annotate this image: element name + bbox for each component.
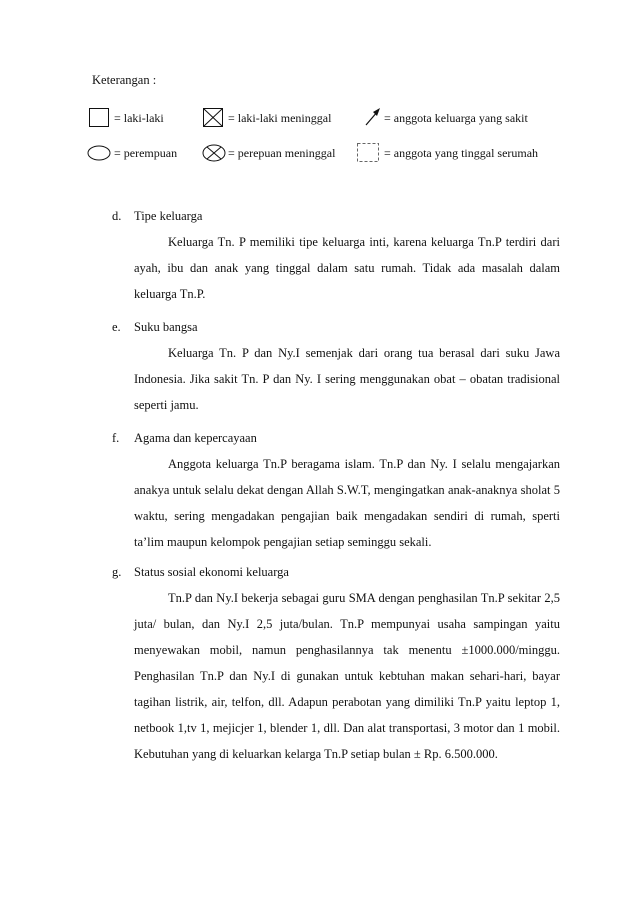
female-deceased-icon bbox=[202, 144, 226, 162]
section-letter: d. bbox=[112, 209, 122, 223]
section-letter: e. bbox=[112, 320, 121, 334]
section-socioeconomic bbox=[112, 562, 560, 767]
household-box-icon bbox=[357, 143, 379, 162]
section-title: Suku bangsa bbox=[134, 320, 198, 334]
section-ethnicity bbox=[112, 317, 560, 418]
legend-label-male-deceased: = laki-laki meninggal bbox=[228, 111, 332, 125]
section-religion bbox=[112, 428, 560, 555]
legend-label-household: = anggota yang tinggal serumah bbox=[384, 146, 539, 160]
section-paragraph: Anggota keluarga Tn.P beragama islam. Tn.P dan Ny. I selalu mengajarkan anakya untuk selalu dekat dengan Allah S.W.T, mengingatkan anak-anaknya sholat 5 waktu, sering mengadakan pengajian baik mengadakan sendiri di rumah, sperti ta’lim maupun kelompok pengajian setiap seminggu sekali. bbox=[134, 457, 560, 549]
arrow-icon bbox=[364, 107, 382, 127]
section-paragraph: Tn.P dan Ny.I bekerja sebagai guru SMA dengan penghasilan Tn.P sekitar 2,5 juta/ bulan, dan Ny.I 2,5 juta/bulan. Tn.P mempunyai usaha sampingan yaitu menyewakan mobil, namun penghasilannya tak menentu ±1000.000/minggu. Penghasilan Tn.P dan Ny.I di gunakan untuk kebtuhan makan sehari-hari, bayar tagihan listrik, air, telfon, dll. Adapun perabotan yang dimiliki Tn.P yaitu leptop 1, netbook 1,tv 1, mejicjer 1, blender 1, dll. Dan alat transportasi, 3 motor dan 1 mobil. Kebutuhan yang di keluarkan kelarga Tn.P setiap bulan ± Rp. 6.500.000. bbox=[134, 591, 560, 761]
male-square-icon bbox=[89, 108, 109, 127]
section-family-type bbox=[112, 206, 560, 307]
section-title: Status sosial ekonomi keluarga bbox=[134, 565, 289, 579]
legend-title: Keterangan : bbox=[92, 73, 157, 87]
section-title: Agama dan kepercayaan bbox=[134, 431, 257, 445]
legend-label-male: = laki-laki bbox=[114, 111, 164, 125]
section-paragraph: Keluarga Tn. P dan Ny.I semenjak dari orang tua berasal dari suku Jawa Indonesia. Jika sakit Tn. P dan Ny. I sering menggunakan obat – obatan tradisional seperti jamu. bbox=[134, 346, 560, 412]
section-title: Tipe keluarga bbox=[134, 209, 203, 223]
legend-label-female: = perempuan bbox=[114, 146, 178, 160]
male-deceased-icon bbox=[203, 108, 223, 127]
section-paragraph: Keluarga Tn. P memiliki tipe keluarga inti, karena keluarga Tn.P terdiri dari ayah, ibu dan anak yang tinggal dalam satu rumah. Tidak ada masalah dalam keluarga Tn.P. bbox=[134, 235, 560, 301]
legend-label-female-deceased: = perepuan meninggal bbox=[228, 146, 336, 160]
female-circle-icon bbox=[87, 145, 111, 161]
legend-label-sick: = anggota keluarga yang sakit bbox=[384, 111, 528, 125]
section-letter: f. bbox=[112, 431, 120, 445]
section-letter: g. bbox=[112, 565, 122, 579]
